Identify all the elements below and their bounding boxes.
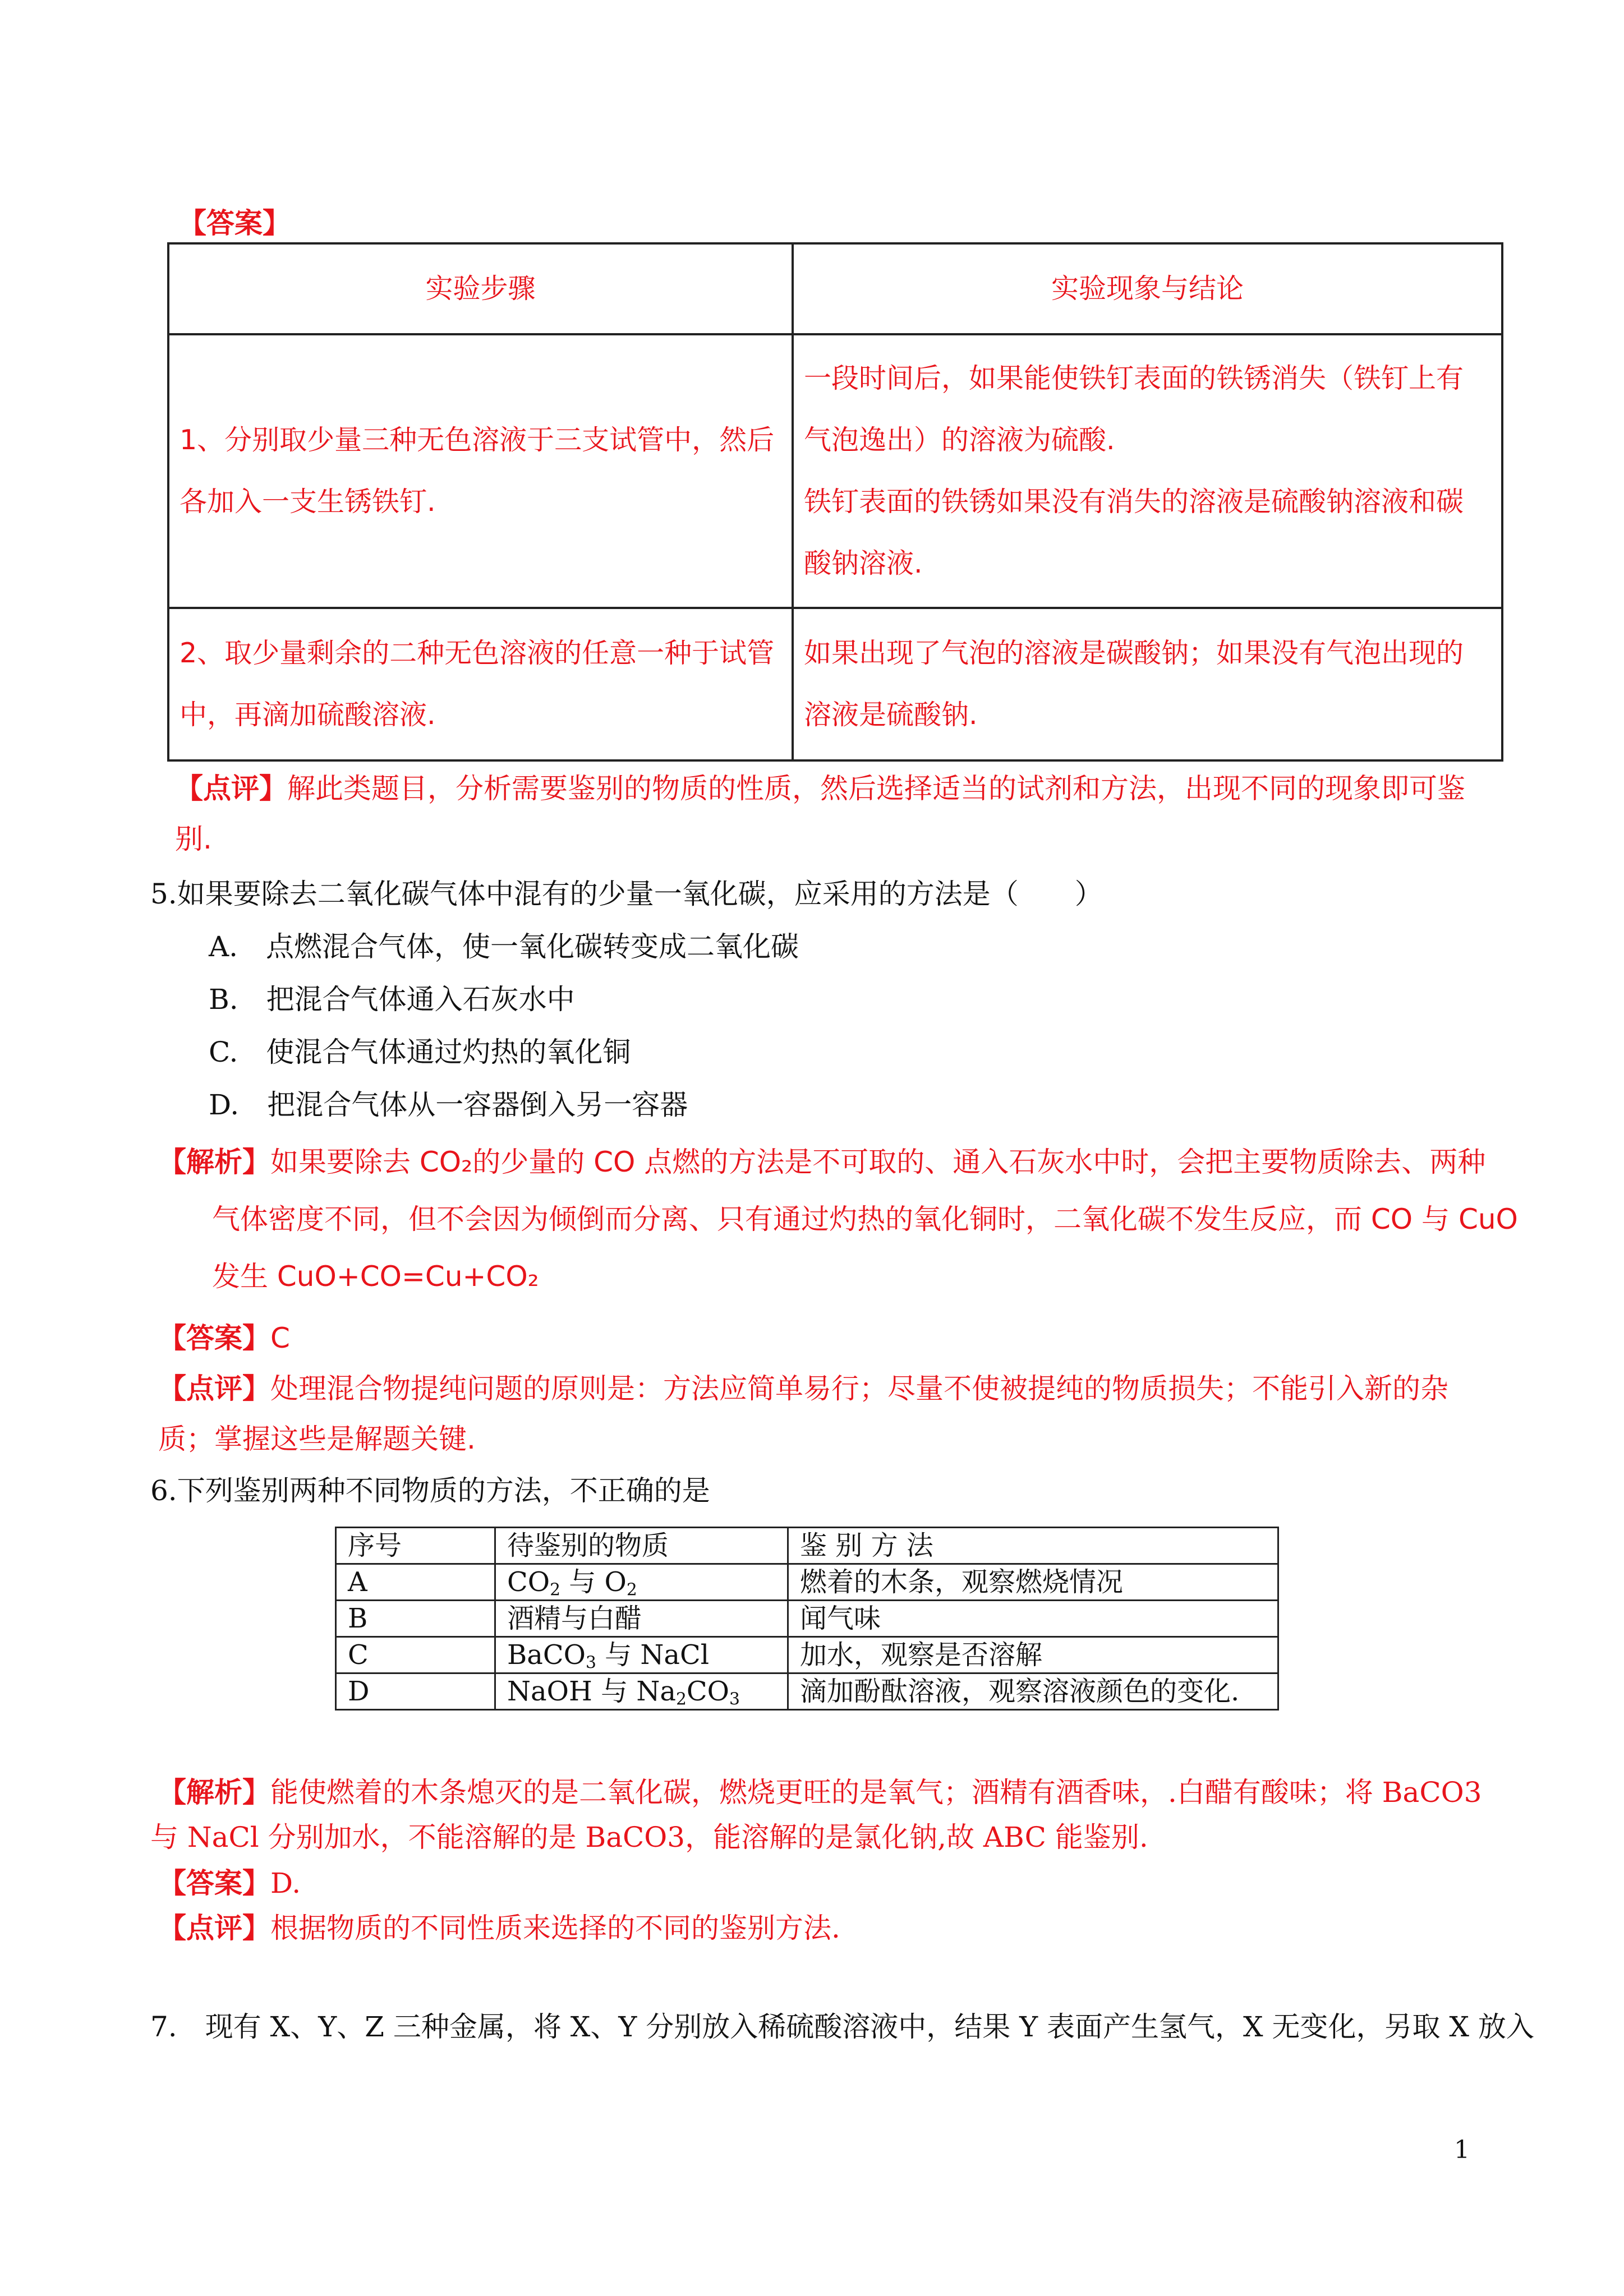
row-id: A (336, 1564, 495, 1601)
q6-comment (158, 1908, 840, 1948)
answer-label: 【答案】 (158, 1867, 270, 1899)
table-header-results: 实验现象与结论 (793, 243, 1502, 334)
answer-label: 【答案】 (158, 1322, 270, 1354)
step-cell: 1、分别取少量三种无色溶液于三支试管中，然后各加入一支生锈铁钉. (168, 334, 793, 608)
table-row (336, 1564, 1278, 1601)
result-line: 酸钠溶液. (804, 547, 923, 579)
analysis-label: 【解析】 (158, 1146, 270, 1178)
q5-stem: 5.如果要除去二氧化碳气体中混有的少量一氧化碳，应采用的方法是（ ） (150, 878, 1103, 910)
q6-analysis (158, 1772, 1482, 1813)
q6-stem: 6.下列鉴别两种不同物质的方法，不正确的是 (150, 1474, 710, 1507)
table-row (336, 1673, 1278, 1710)
header-method: 鉴 别 方 法 (788, 1528, 1278, 1564)
comment-text: 根据物质的不同性质来选择的不同的鉴别方法. (270, 1912, 840, 1944)
q5-option-c: C. 使混合气体通过灼热的氧化铜 (209, 1036, 631, 1068)
q5-comment-line2: 质；掌握这些是解题关键. (158, 1423, 476, 1455)
q5-analysis-line2: 气体密度不同，但不会因为倾倒而分离、只有通过灼热的氧化铜时，二氧化碳不发生反应，而 CO 与 CuO (212, 1203, 1518, 1235)
comment-1 (175, 768, 1465, 809)
row-method: 燃着的木条，观察燃烧情况 (788, 1564, 1278, 1601)
row-substance: BaCO$_3$ 与 NaCl (495, 1637, 788, 1673)
q6-table (335, 1527, 1279, 1711)
answer-label: 【答案】 (178, 207, 291, 239)
header-substance: 待鉴别的物质 (495, 1528, 788, 1564)
table-row (168, 608, 1502, 760)
row-method: 闻气味 (788, 1601, 1278, 1637)
answer-value: D. (270, 1867, 301, 1899)
comment-label: 【点评】 (175, 772, 287, 805)
table-row (336, 1637, 1278, 1673)
q5-answer (158, 1318, 290, 1358)
result-cell (793, 608, 1502, 760)
table-header-steps: 实验步骤 (168, 243, 793, 334)
analysis-text: 能使燃着的木条熄灭的是二氧化碳，燃烧更旺的是氧气；酒精有酒香味，.白醋有酸味；将 BaCO3 (270, 1776, 1482, 1809)
row-substance: NaOH 与 $Na_2CO_3$ (495, 1673, 788, 1710)
row-substance: $CO_2$ 与 $O_2$ (495, 1564, 788, 1601)
row-id: B (336, 1601, 495, 1637)
row-substance: 酒精与白醋 (495, 1601, 788, 1637)
result-line: 铁钉表面的铁锈如果没有消失的溶液是硫酸钠溶液和碳 (804, 486, 1464, 518)
row-method: 加水，观察是否溶解 (788, 1637, 1278, 1673)
header-id: 序号 (336, 1528, 495, 1564)
result-line: 一段时间后，如果能使铁钉表面的铁锈消失（铁钉上有 (804, 362, 1464, 394)
row-id: C (336, 1637, 495, 1673)
comment-label: 【点评】 (158, 1372, 270, 1405)
result-line: 如果出现了气泡的溶液是碳酸钠；如果没有气泡出现的 (804, 637, 1464, 669)
q6-answer (158, 1863, 301, 1903)
comment-text: 处理混合物提纯问题的原则是：方法应简单易行；尽量不使被提纯的物质损失；不能引入新的杂 (270, 1372, 1448, 1405)
answer-value: C (270, 1322, 290, 1354)
row-id: D (336, 1673, 495, 1710)
q5-analysis-line3: 发生 CuO+CO=Cu+CO₂ (212, 1260, 539, 1293)
q5-comment (158, 1368, 1448, 1409)
table-row (168, 334, 1502, 608)
comment-label: 【点评】 (158, 1912, 270, 1944)
result-cell (793, 334, 1502, 608)
answer-table (167, 242, 1503, 762)
table-header-row (336, 1528, 1278, 1564)
step-cell: 2、取少量剩余的二种无色溶液的任意一种于试管中，再滴加硫酸溶液. (168, 608, 793, 760)
result-line: 溶液是硫酸钠. (804, 699, 978, 731)
q5-option-b: B. 把混合气体通入石灰水中 (209, 983, 575, 1016)
q5-analysis (158, 1142, 1485, 1182)
table-row (336, 1601, 1278, 1637)
analysis-label: 【解析】 (158, 1776, 270, 1809)
row-method: 滴加酚酞溶液，观察溶液颜色的变化. (788, 1673, 1278, 1710)
q7-stem: 7. 现有 X、Y、Z 三种金属，将 X、Y 分别放入稀硫酸溶液中，结果 Y 表面产生氢气，X 无变化，另取 X 放入 (150, 2011, 1534, 2043)
q6-analysis-line2: 与 NaCl 分别加水，不能溶解的是 BaCO3，能溶解的是氯化钠,故 ABC 能鉴别. (150, 1821, 1148, 1854)
comment-text: 解此类题目，分析需要鉴别的物质的性质，然后选择适当的试剂和方法，出现不同的现象即可鉴 (287, 772, 1465, 805)
comment-1-line2: 别. (175, 823, 212, 855)
result-line: 气泡逸出）的溶液为硫酸. (804, 424, 1115, 456)
q5-option-a: A. 点燃混合气体，使一氧化碳转变成二氧化碳 (209, 930, 799, 963)
q5-option-d: D. 把混合气体从一容器倒入另一容器 (209, 1089, 688, 1121)
analysis-text: 如果要除去 CO₂的少量的 CO 点燃的方法是不可取的、通入石灰水中时，会把主要物质除去、两种 (270, 1146, 1486, 1178)
page-number: 1 (1454, 2136, 1470, 2164)
